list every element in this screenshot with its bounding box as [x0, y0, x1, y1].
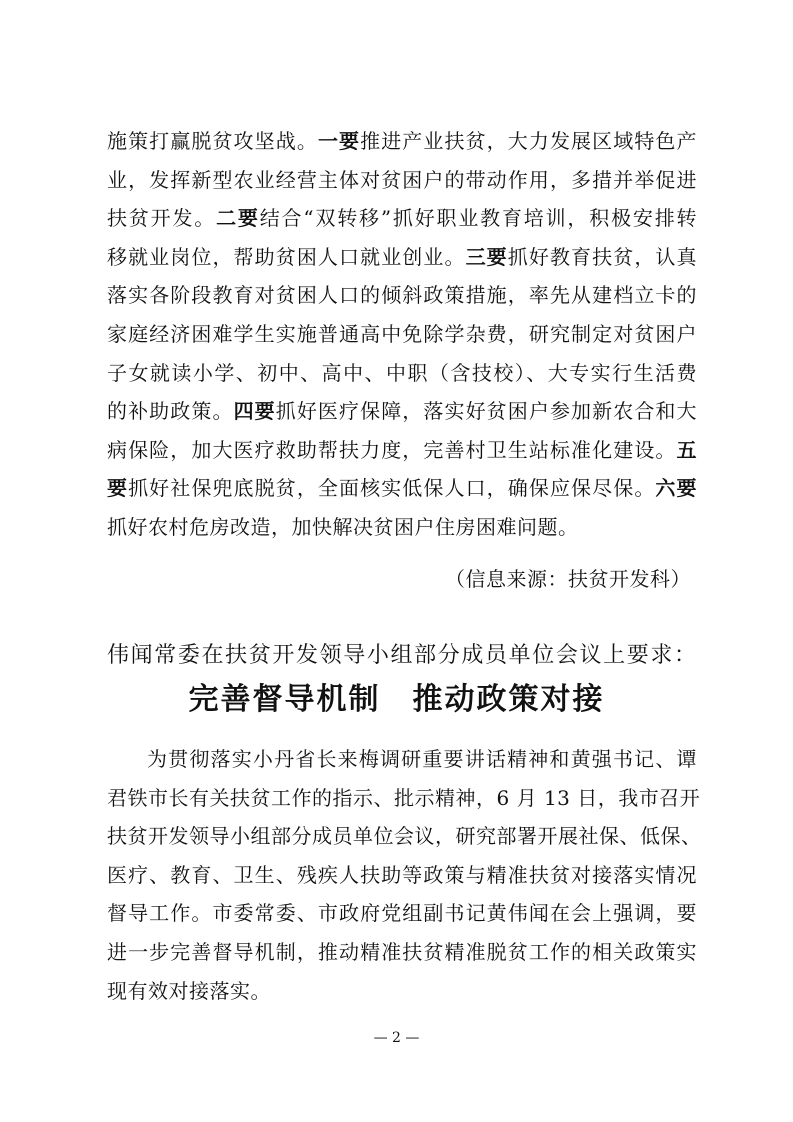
body-text: 抓好教育扶贫，认真	[507, 244, 698, 269]
article-headline: 完善督导机制 推动政策对接	[188, 682, 605, 717]
article-line: 现有效对接落实。	[107, 978, 271, 1003]
paragraph-line	[107, 276, 697, 315]
article-line: 进一步完善督导机制，推动精准扶贫精准脱贫工作的相关政策实	[107, 939, 697, 964]
body-text: 扶贫开发。	[107, 206, 217, 231]
article-subheadline: 伟闻常委在扶贫开发领导小组部分成员单位会议上要求：	[107, 643, 697, 668]
body-text: 病保险，加大医疗救助帮扶力度，完善村卫生站标准化建设。	[107, 437, 677, 462]
body-text: 抓好社保兜底脱贫，全面核实低保人口，确保应保尽保。	[128, 476, 656, 501]
body-text: 业，发挥新型农业经营主体对贫困户的带动作用，多措并举促进	[107, 167, 697, 192]
emphasis-text: 四要	[233, 399, 276, 424]
paragraph-line	[107, 469, 697, 508]
paragraph-line	[107, 122, 697, 161]
article-body	[107, 740, 702, 1010]
paragraph-line	[107, 431, 697, 470]
emphasis-text: 三要	[465, 244, 508, 269]
paragraph-line	[107, 238, 697, 277]
emphasis-text: 要	[107, 476, 129, 501]
paragraph-continued	[107, 122, 697, 547]
paragraph-line	[107, 315, 697, 354]
article-line: 扶贫开发领导小组部分成员单位会议，研究部署开展社保、低保、	[107, 824, 702, 849]
body-text: 家庭经济困难学生实施普通高中免除学杂费，研究制定对贫困户	[107, 321, 697, 346]
body-text: 移就业岗位，帮助贫困人口就业创业。	[107, 244, 466, 269]
body-text: 抓好医疗保障，落实好贫困户参加新农合和大	[275, 399, 698, 424]
body-text: 推进产业扶贫，大力发展区域特色产	[360, 129, 698, 153]
emphasis-text: 六要	[655, 476, 698, 501]
article-line: 君铁市长有关扶贫工作的指示、批示精神，6 月 13 日，我市召开	[107, 785, 701, 810]
body-text: 施策打赢脱贫攻坚战。	[107, 129, 318, 153]
body-text: 落实各阶段教育对贫困人口的倾斜政策措施，率先从建档立卡的	[107, 283, 697, 308]
article-line: 为贯彻落实小丹省长来梅调研重要讲话精神和黄强书记、谭	[147, 747, 697, 771]
paragraph-line	[107, 161, 697, 200]
paragraph-line	[107, 199, 697, 238]
body-text: 结合“双转移”抓好职业教育培训，积极安排转	[259, 206, 698, 231]
body-text: 抓好农村危房改造，加快解决贫困户住房困难问题。	[107, 514, 579, 539]
emphasis-text: 五	[676, 437, 697, 462]
article-line: 督导工作。市委常委、市政府党组副书记黄伟闻在会上强调，要	[107, 901, 697, 926]
paragraph-line	[107, 392, 697, 431]
body-text: 子女就读小学、初中、高中、中职（含技校）、大专实行生活费	[107, 360, 697, 385]
emphasis-text: 二要	[216, 206, 260, 231]
paragraph-line	[107, 354, 697, 393]
paragraph-line	[107, 508, 697, 547]
body-text: 的补助政策。	[107, 399, 234, 424]
emphasis-text: 一要	[317, 129, 361, 153]
article-line: 医疗、教育、卫生、残疾人扶助等政策与精准扶贫对接落实情况	[107, 862, 697, 887]
page-number: — 2 —	[373, 1030, 420, 1046]
info-source: （信息来源：扶贫开发科）	[445, 567, 691, 591]
